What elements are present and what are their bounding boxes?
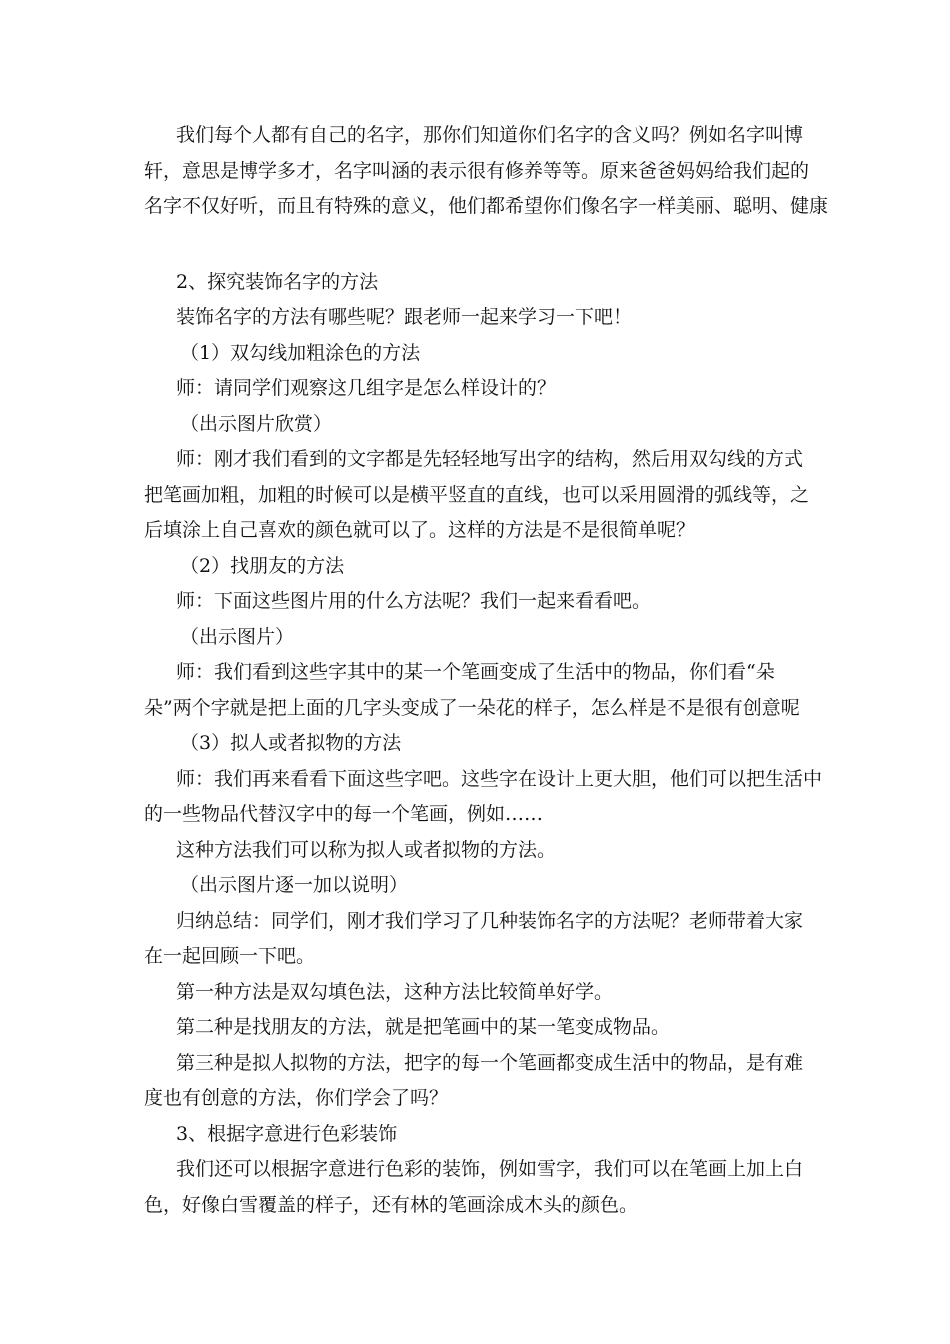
paragraph-line: 后填涂上自己喜欢的颜色就可以了。这样的方法是不是很简单呢？ <box>144 519 696 541</box>
method-title: （3）拟人或者拟物的方法 <box>180 732 402 754</box>
paragraph-line: 师：我们看到这些字其中的某一个笔画变成了生活中的物品，你们看“朵 <box>176 661 775 683</box>
paragraph-line: 这种方法我们可以称为拟人或者拟物的方法。 <box>176 838 557 861</box>
paragraph-line: 朵”两个字就是把上面的几字头变成了一朵花的样子，怎么样是不是很有创意呢 <box>144 696 800 719</box>
paragraph-line: 的一些物品代替汉字中的每一个笔画，例如…… <box>144 803 544 825</box>
section-heading: 3、根据字意进行色彩装饰 <box>176 1122 398 1145</box>
paragraph-line: 名字不仅好听，而且有特殊的意义，他们都希望你们像名字一样美丽、聪明、健康 <box>144 195 829 217</box>
paragraph-line: 色，好像白雪覆盖的样子，还有林的笔画涂成木头的颜色。 <box>144 1193 639 1216</box>
method-title: （2）找朋友的方法 <box>180 554 345 577</box>
paragraph-line: 第三种是拟人拟物的方法，把字的每一个笔画都变成生活中的物品，是有难 <box>176 1051 804 1074</box>
section-heading: 2、探究装饰名字的方法 <box>176 270 379 293</box>
section-2 <box>144 265 823 1117</box>
paragraph-line: 师：请同学们观察这几组字是怎么样设计的？ <box>176 377 557 399</box>
paragraph-line: 在一起回顾一下吧。 <box>144 945 316 967</box>
paragraph-line: 归纳总结：同学们，刚才我们学习了几种装饰名字的方法呢？老师带着大家 <box>176 909 804 932</box>
stage-direction: （出示图片逐一加以说明） <box>180 874 409 896</box>
paragraph-line: 师：刚才我们看到的文字都是先轻轻地写出字的结构，然后用双勾线的方式 <box>176 448 804 470</box>
paragraph-line: 师：我们再来看看下面这些字吧。这些字在设计上更大胆，他们可以把生活中 <box>176 767 823 790</box>
paragraph-line: 第一种方法是双勾填色法，这种方法比较简单好学。 <box>176 980 614 1003</box>
paragraph-line: 我们还可以根据字意进行色彩的装饰，例如雪字，我们可以在笔画上加上白 <box>176 1158 804 1180</box>
paragraph-line: 把笔画加粗，加粗的时候可以是横平竖直的直线，也可以采用圆滑的弧线等，之 <box>144 483 810 506</box>
stage-direction: （出示图片欣赏） <box>180 412 333 435</box>
paragraph-line: 轩，意思是博学多才，名字叫涵的表示很有修养等等。原来爸爸妈妈给我们起的 <box>144 159 810 182</box>
paragraph-line: 我们每个人都有自己的名字，那你们知道你们名字的含义吗？例如名字叫博 <box>176 124 804 146</box>
paragraph-line: 第二种是找朋友的方法，就是把笔画中的某一笔变成物品。 <box>176 1016 671 1038</box>
paragraph-line: 师：下面这些图片用的什么方法呢？我们一起来看看吧。 <box>176 590 652 612</box>
stage-direction: （出示图片） <box>180 625 295 648</box>
document-page <box>144 118 829 1223</box>
method-title: （1）双勾线加粗涂色的方法 <box>180 341 421 364</box>
paragraph-line: 度也有创意的方法，你们学会了吗？ <box>144 1087 449 1109</box>
paragraph-gap <box>144 225 808 265</box>
paragraph-line: 装饰名字的方法有哪些呢？跟老师一起来学习一下吧！ <box>176 306 633 328</box>
intro-paragraph <box>144 118 829 225</box>
section-3 <box>144 1117 808 1224</box>
